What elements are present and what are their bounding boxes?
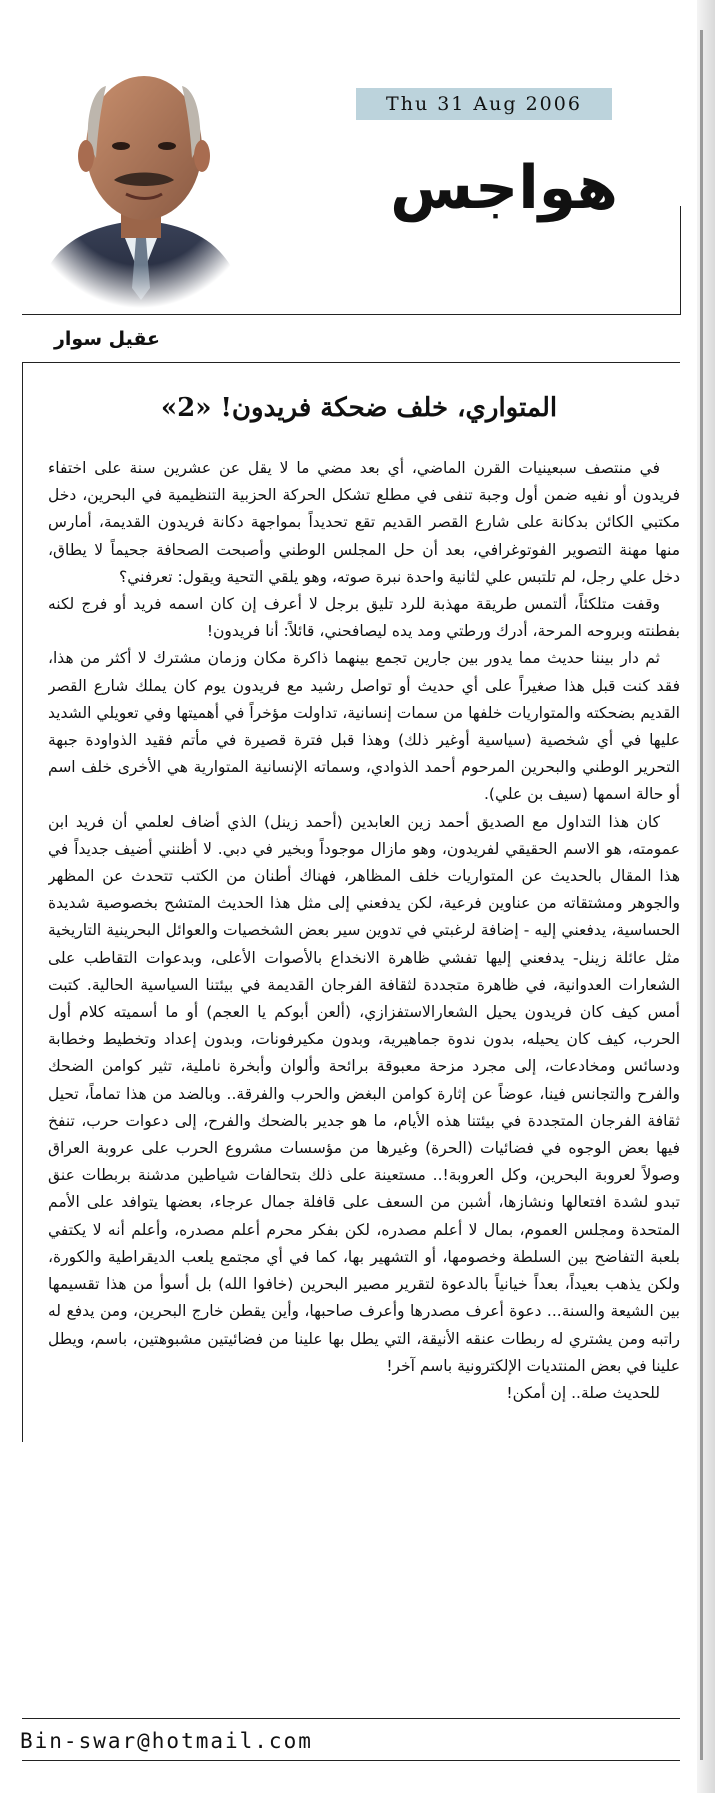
article-frame-left (22, 362, 23, 1442)
footer-rule-bottom (22, 1760, 680, 1761)
article-closing-line: للحديث صلة.. إن أمكن! (506, 1383, 660, 1402)
article-body (48, 455, 680, 1710)
header-vertical-rule (680, 206, 681, 315)
footer-rule-top (22, 1718, 680, 1719)
author-email: Bin-swar@hotmail.com (20, 1729, 313, 1753)
article-paragraph: في منتصف سبعينيات القرن الماضي، أي بعد مضي ما لا يقل عن عشرين سنة على اختفاء فريدون أو نفيه ضمن أول وجبة تنفى في مطلع تشكل الحركة الحزبية التنظيمية في البحرين، دخل مكتبي الكائن بدكانة على شارع القصر القديم تقع تحديداً بمواجهة دكانة فريدون القديمة، أمارس منها مهنة التصوير الفوتوغرافي، بعد أن حل المجلس الوطني وأصبحت الصحافة جحيماً لا يطاق، دخل علي رجل، لم تلتبس علي لثانية واحدة نبرة صوته، وهو يلقي التحية ويقول: تعرفني؟ (48, 459, 680, 586)
article-paragraph: ثم دار بيننا حديث مما يدور بين جارين تجمع بينهما ذاكرة مكان وزمان مشترك لا أكثر من هذا، فقد كنت قبل هذا صغيراً على أي حديث أو تواصل رشيد مع فريدون يوم كان يملك شارع القصر القديم بضحكته والمتواريات خلفها من سمات إنسانية، تداولت مؤخراً في أهميتها وفي تعويلي الشديد عليها في أي شخصية (سياسية أوغير ذلك) وهذا قبل فترة قصيرة في مأتم فقيد الذواودة جبهة التحرير الوطني والبحرين المرحوم أحمد الذوادي، وسماته الإنسانية المتوارية هي الأخرى خلف اسم أو حالة اسمها (سيف بن علي). (48, 649, 680, 804)
column-title: هواجس (390, 153, 618, 223)
article-headline: المتواري، خلف ضحكة فريدون! «2» (160, 393, 558, 423)
author-photo (26, 48, 256, 308)
publication-date: Thu 31 Aug 2006 (356, 88, 612, 120)
page-edge-line (700, 30, 703, 1760)
article-frame-top (22, 362, 680, 363)
article-paragraph: وقفت متلكئاً، ألتمس طريقة مهذبة للرد تليق برجل لا أعرف إن كان اسمه فريد أو فرج لكنه بفطنته وبروحه المرحة، أدرك ورطتي ومد يده ليصافحني، قائلاً: أنا فريدون! (48, 595, 680, 641)
article-paragraph: كان هذا التداول مع الصديق أحمد زين العابدين (أحمد زينل) الذي أضاف لعلمي أن فريد ابن عمومته، هو الاسم الحقيقي لفريدون، وهو مازال موجوداً وبخير في دبي. لا أظنني أضيف جديداً في هذا المقال بالحديث عن المتواريات خلف المظاهر، فهناك أطنان من الكتب تتحدث عن المظهر والجوهر ومشتقاته من عناوين فرعية، لكن يدفعني إلى مثل هذا الحديث المتشح بخصوصية شديدة الحساسية، يدفعني إليه - إضافة لرغبتي في تدوين سير بعض الشخصيات والعوائل البحرينية التاريخية مثل عائلة زينل- يدفعني إليها تفشي ظاهرة الانخداع بالأصوات الأعلى، وبدعوات التقاطب على الشعارات العدوانية، في ظاهرة متجددة لثقافة الفرجان القديمة في بيئتنا السياسية الحالية. كتبت أمس كيف كان فريدون يحيل الشعارالاستفزازي، (ألعن أبوكم يا العجم) أو ما أسميته كلام أول الحرب، كيف كان يحيله، بدون ندوة جماهيرية، وبدون مكيرفونات، وبدون إعداد وتخطيط وخطابة ودسائس ومخادعات، إلى مجرد مزحة معبوقة برائحة وألوان وأبخرة ناملية، تثير كوامن الضحك والفرح والتجانس فينا، عوضاً عن إثارة كوامن البغض والحرب والفرقة.. وبالضد من هذا تماماً، تحيل ثقافة الفرجان المتجددة في بيئتنا هذه الأيام، ما هو جدير بالضحك والفرح، إلى دعوات حرب، تنفخ فيها بعض الوجوه في فضائيات (الحرة) وغيرها من مؤسسات مشروع الحرب على عروبة العراق وصولاً لعروبة البحرين، وكل العروبة!.. مستعينة على ذلك بتحالفات شياطين مدشنة بربطات عنق تبدو لشدة افتعالها ونشازها، أشبن من السعف على قافلة جمال عرجاء، بعضها يتوافد على الأمم المتحدة ومجلس العموم، بمال لا أعلم مصدره، لكن بفكر محرم أعلم مصدره، وأعلم أنه لا يكتفي بلعبة التفاضح بين السلطة وخصومها، أو التشهير بها، كما في أي مجتمع يلعب الديقراطية والكورة، ولكن يذهب بعيداً، بعداً خيانياً بالدعوة لتقرير مصير البحرين (خافوا الله) بل أسوأ من هذا تقسيمها بين الشيعة والسنة... دعوة أعرف مصدرها وأعرف صاحبها، وأين يقطن خارج البحرين، ومن يدفع له راتبه ومن يشتري له ربطات عنقه الأنيقة، التي يطل بها علينا من فضائيتين مشبوهتين، باسم، ويطل علينا في بعض المنتديات الإلكترونية باسم آخر! (48, 812, 680, 1375)
author-name: عقيل سوار (53, 328, 160, 350)
header-horizontal-rule (22, 314, 681, 315)
